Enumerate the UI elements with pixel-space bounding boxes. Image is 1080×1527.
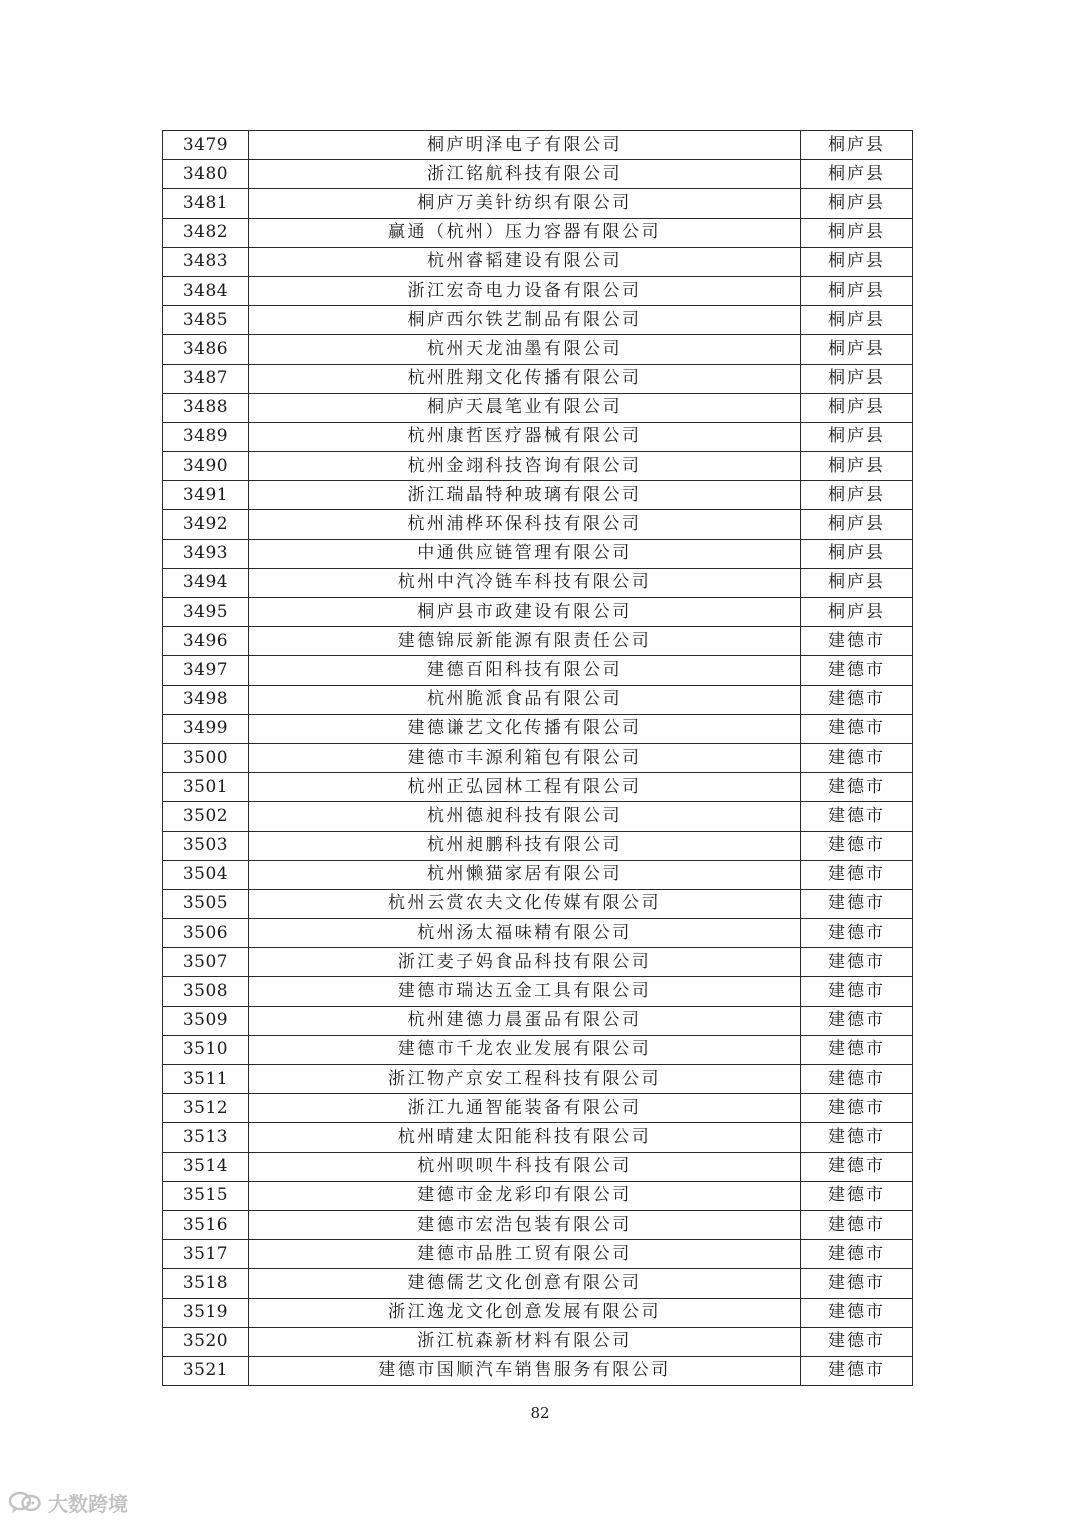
region-cell: 建德市 bbox=[801, 1298, 913, 1327]
table-row bbox=[163, 714, 913, 743]
company-name-cell: 杭州汤太福味精有限公司 bbox=[249, 919, 801, 948]
row-number-cell: 3483 bbox=[163, 247, 249, 276]
company-name-cell: 杭州云赏农夫文化传媒有限公司 bbox=[249, 889, 801, 918]
row-number-cell: 3513 bbox=[163, 1123, 249, 1152]
region-cell: 桐庐县 bbox=[801, 218, 913, 247]
company-name-cell: 杭州胜翔文化传播有限公司 bbox=[249, 364, 801, 393]
region-cell: 桐庐县 bbox=[801, 598, 913, 627]
row-number-cell: 3488 bbox=[163, 393, 249, 422]
region-cell: 桐庐县 bbox=[801, 131, 913, 160]
row-number-cell: 3494 bbox=[163, 568, 249, 597]
row-number-cell: 3516 bbox=[163, 1210, 249, 1239]
table-row bbox=[163, 627, 913, 656]
company-name-cell: 杭州德昶科技有限公司 bbox=[249, 802, 801, 831]
table-row bbox=[163, 160, 913, 189]
company-name-cell: 浙江铭航科技有限公司 bbox=[249, 160, 801, 189]
company-name-cell: 建德锦辰新能源有限责任公司 bbox=[249, 627, 801, 656]
table-body bbox=[163, 131, 913, 1386]
row-number-cell: 3508 bbox=[163, 977, 249, 1006]
region-cell: 建德市 bbox=[801, 743, 913, 772]
table-row bbox=[163, 1181, 913, 1210]
region-cell: 建德市 bbox=[801, 860, 913, 889]
row-number-cell: 3491 bbox=[163, 481, 249, 510]
table-row bbox=[163, 1152, 913, 1181]
row-number-cell: 3496 bbox=[163, 627, 249, 656]
row-number-cell: 3504 bbox=[163, 860, 249, 889]
table-row bbox=[163, 1356, 913, 1385]
region-cell: 桐庐县 bbox=[801, 393, 913, 422]
company-name-cell: 建德市千龙农业发展有限公司 bbox=[249, 1035, 801, 1064]
region-cell: 建德市 bbox=[801, 1269, 913, 1298]
region-cell: 建德市 bbox=[801, 773, 913, 802]
region-cell: 建德市 bbox=[801, 1123, 913, 1152]
company-name-cell: 桐庐西尔铁艺制品有限公司 bbox=[249, 306, 801, 335]
watermark-text: 大数跨境 bbox=[48, 1492, 128, 1516]
company-name-cell: 桐庐明泽电子有限公司 bbox=[249, 131, 801, 160]
company-name-cell: 杭州建德力晨蛋品有限公司 bbox=[249, 1006, 801, 1035]
company-name-cell: 浙江逸龙文化创意发展有限公司 bbox=[249, 1298, 801, 1327]
table-row bbox=[163, 276, 913, 305]
region-cell: 建德市 bbox=[801, 627, 913, 656]
table-row bbox=[163, 306, 913, 335]
table-row bbox=[163, 247, 913, 276]
row-number-cell: 3480 bbox=[163, 160, 249, 189]
table-row bbox=[163, 977, 913, 1006]
table-row bbox=[163, 860, 913, 889]
page-number: 82 bbox=[530, 1404, 550, 1422]
company-name-cell: 浙江杭森新材料有限公司 bbox=[249, 1327, 801, 1356]
table-row bbox=[163, 919, 913, 948]
region-cell: 建德市 bbox=[801, 1327, 913, 1356]
company-name-cell: 杭州浦桦环保科技有限公司 bbox=[249, 510, 801, 539]
row-number-cell: 3490 bbox=[163, 452, 249, 481]
row-number-cell: 3493 bbox=[163, 539, 249, 568]
company-name-cell: 建德市金龙彩印有限公司 bbox=[249, 1181, 801, 1210]
row-number-cell: 3506 bbox=[163, 919, 249, 948]
company-name-cell: 杭州昶鹏科技有限公司 bbox=[249, 831, 801, 860]
company-name-cell: 建德市丰源利箱包有限公司 bbox=[249, 743, 801, 772]
region-cell: 建德市 bbox=[801, 1210, 913, 1239]
region-cell: 建德市 bbox=[801, 1065, 913, 1094]
table-row bbox=[163, 1035, 913, 1064]
region-cell: 桐庐县 bbox=[801, 160, 913, 189]
region-cell: 建德市 bbox=[801, 919, 913, 948]
company-name-cell: 浙江宏奇电力设备有限公司 bbox=[249, 276, 801, 305]
table-row bbox=[163, 1123, 913, 1152]
region-cell: 桐庐县 bbox=[801, 422, 913, 451]
row-number-cell: 3485 bbox=[163, 306, 249, 335]
table-row bbox=[163, 364, 913, 393]
company-name-cell: 杭州睿韬建设有限公司 bbox=[249, 247, 801, 276]
row-number-cell: 3487 bbox=[163, 364, 249, 393]
region-cell: 桐庐县 bbox=[801, 364, 913, 393]
table-row bbox=[163, 1327, 913, 1356]
company-name-cell: 杭州脆派食品有限公司 bbox=[249, 685, 801, 714]
region-cell: 建德市 bbox=[801, 831, 913, 860]
table-row bbox=[163, 1240, 913, 1269]
table-row bbox=[163, 685, 913, 714]
table-row bbox=[163, 1210, 913, 1239]
region-cell: 桐庐县 bbox=[801, 510, 913, 539]
company-name-cell: 浙江瑞晶特种玻璃有限公司 bbox=[249, 481, 801, 510]
table-row bbox=[163, 1298, 913, 1327]
company-name-cell: 杭州正弘园林工程有限公司 bbox=[249, 773, 801, 802]
company-name-cell: 建德谦艺文化传播有限公司 bbox=[249, 714, 801, 743]
company-name-cell: 建德百阳科技有限公司 bbox=[249, 656, 801, 685]
region-cell: 建德市 bbox=[801, 889, 913, 918]
table-row bbox=[163, 452, 913, 481]
company-list-table bbox=[162, 130, 913, 1386]
row-number-cell: 3501 bbox=[163, 773, 249, 802]
region-cell: 建德市 bbox=[801, 1356, 913, 1385]
company-name-cell: 杭州懒猫家居有限公司 bbox=[249, 860, 801, 889]
row-number-cell: 3507 bbox=[163, 948, 249, 977]
table-row bbox=[163, 802, 913, 831]
region-cell: 桐庐县 bbox=[801, 306, 913, 335]
company-name-cell: 浙江麦子妈食品科技有限公司 bbox=[249, 948, 801, 977]
row-number-cell: 3512 bbox=[163, 1094, 249, 1123]
region-cell: 建德市 bbox=[801, 1181, 913, 1210]
table-row bbox=[163, 539, 913, 568]
row-number-cell: 3486 bbox=[163, 335, 249, 364]
company-name-cell: 建德儒艺文化创意有限公司 bbox=[249, 1269, 801, 1298]
table-row bbox=[163, 422, 913, 451]
row-number-cell: 3511 bbox=[163, 1065, 249, 1094]
table-row bbox=[163, 568, 913, 597]
row-number-cell: 3515 bbox=[163, 1181, 249, 1210]
company-name-cell: 赢通（杭州）压力容器有限公司 bbox=[249, 218, 801, 247]
region-cell: 桐庐县 bbox=[801, 247, 913, 276]
watermark bbox=[8, 1488, 128, 1517]
region-cell: 建德市 bbox=[801, 1094, 913, 1123]
region-cell: 建德市 bbox=[801, 714, 913, 743]
region-cell: 桐庐县 bbox=[801, 335, 913, 364]
company-name-cell: 建德市品胜工贸有限公司 bbox=[249, 1240, 801, 1269]
table-row bbox=[163, 335, 913, 364]
row-number-cell: 3505 bbox=[163, 889, 249, 918]
table-row bbox=[163, 393, 913, 422]
region-cell: 建德市 bbox=[801, 685, 913, 714]
region-cell: 桐庐县 bbox=[801, 452, 913, 481]
region-cell: 桐庐县 bbox=[801, 189, 913, 218]
row-number-cell: 3484 bbox=[163, 276, 249, 305]
row-number-cell: 3514 bbox=[163, 1152, 249, 1181]
region-cell: 桐庐县 bbox=[801, 276, 913, 305]
region-cell: 桐庐县 bbox=[801, 539, 913, 568]
company-name-cell: 杭州康哲医疗器械有限公司 bbox=[249, 422, 801, 451]
company-name-cell: 浙江九通智能装备有限公司 bbox=[249, 1094, 801, 1123]
row-number-cell: 3489 bbox=[163, 422, 249, 451]
company-name-cell: 桐庐万美针纺织有限公司 bbox=[249, 189, 801, 218]
region-cell: 桐庐县 bbox=[801, 481, 913, 510]
row-number-cell: 3482 bbox=[163, 218, 249, 247]
row-number-cell: 3500 bbox=[163, 743, 249, 772]
company-name-cell: 建德市国顺汽车销售服务有限公司 bbox=[249, 1356, 801, 1385]
region-cell: 建德市 bbox=[801, 802, 913, 831]
row-number-cell: 3521 bbox=[163, 1356, 249, 1385]
row-number-cell: 3481 bbox=[163, 189, 249, 218]
company-name-cell: 浙江物产京安工程科技有限公司 bbox=[249, 1065, 801, 1094]
company-name-cell: 杭州呗呗牛科技有限公司 bbox=[249, 1152, 801, 1181]
table-row bbox=[163, 1065, 913, 1094]
table-row bbox=[163, 1006, 913, 1035]
table-row bbox=[163, 1269, 913, 1298]
company-name-cell: 建德市宏浩包装有限公司 bbox=[249, 1210, 801, 1239]
row-number-cell: 3502 bbox=[163, 802, 249, 831]
region-cell: 建德市 bbox=[801, 1006, 913, 1035]
row-number-cell: 3498 bbox=[163, 685, 249, 714]
company-name-cell: 中通供应链管理有限公司 bbox=[249, 539, 801, 568]
region-cell: 桐庐县 bbox=[801, 568, 913, 597]
company-name-cell: 杭州晴建太阳能科技有限公司 bbox=[249, 1123, 801, 1152]
table-row bbox=[163, 218, 913, 247]
table-row bbox=[163, 481, 913, 510]
region-cell: 建德市 bbox=[801, 1035, 913, 1064]
table-row bbox=[163, 598, 913, 627]
table-row bbox=[163, 510, 913, 539]
company-name-cell: 杭州天龙油墨有限公司 bbox=[249, 335, 801, 364]
region-cell: 建德市 bbox=[801, 977, 913, 1006]
table-row bbox=[163, 189, 913, 218]
row-number-cell: 3509 bbox=[163, 1006, 249, 1035]
row-number-cell: 3497 bbox=[163, 656, 249, 685]
company-name-cell: 杭州中汽冷链车科技有限公司 bbox=[249, 568, 801, 597]
row-number-cell: 3519 bbox=[163, 1298, 249, 1327]
table-row bbox=[163, 656, 913, 685]
chat-bubbles-icon bbox=[8, 1490, 42, 1516]
region-cell: 建德市 bbox=[801, 948, 913, 977]
region-cell: 建德市 bbox=[801, 656, 913, 685]
row-number-cell: 3495 bbox=[163, 598, 249, 627]
table-row bbox=[163, 773, 913, 802]
table-row bbox=[163, 889, 913, 918]
region-cell: 建德市 bbox=[801, 1152, 913, 1181]
row-number-cell: 3499 bbox=[163, 714, 249, 743]
region-cell: 建德市 bbox=[801, 1240, 913, 1269]
table-row bbox=[163, 743, 913, 772]
row-number-cell: 3520 bbox=[163, 1327, 249, 1356]
table-row bbox=[163, 831, 913, 860]
company-name-cell: 桐庐天晨笔业有限公司 bbox=[249, 393, 801, 422]
row-number-cell: 3503 bbox=[163, 831, 249, 860]
row-number-cell: 3510 bbox=[163, 1035, 249, 1064]
table-row bbox=[163, 131, 913, 160]
row-number-cell: 3518 bbox=[163, 1269, 249, 1298]
row-number-cell: 3517 bbox=[163, 1240, 249, 1269]
row-number-cell: 3479 bbox=[163, 131, 249, 160]
table-row bbox=[163, 948, 913, 977]
company-name-cell: 桐庐县市政建设有限公司 bbox=[249, 598, 801, 627]
table-row bbox=[163, 1094, 913, 1123]
row-number-cell: 3492 bbox=[163, 510, 249, 539]
company-name-cell: 杭州金翊科技咨询有限公司 bbox=[249, 452, 801, 481]
company-name-cell: 建德市瑞达五金工具有限公司 bbox=[249, 977, 801, 1006]
